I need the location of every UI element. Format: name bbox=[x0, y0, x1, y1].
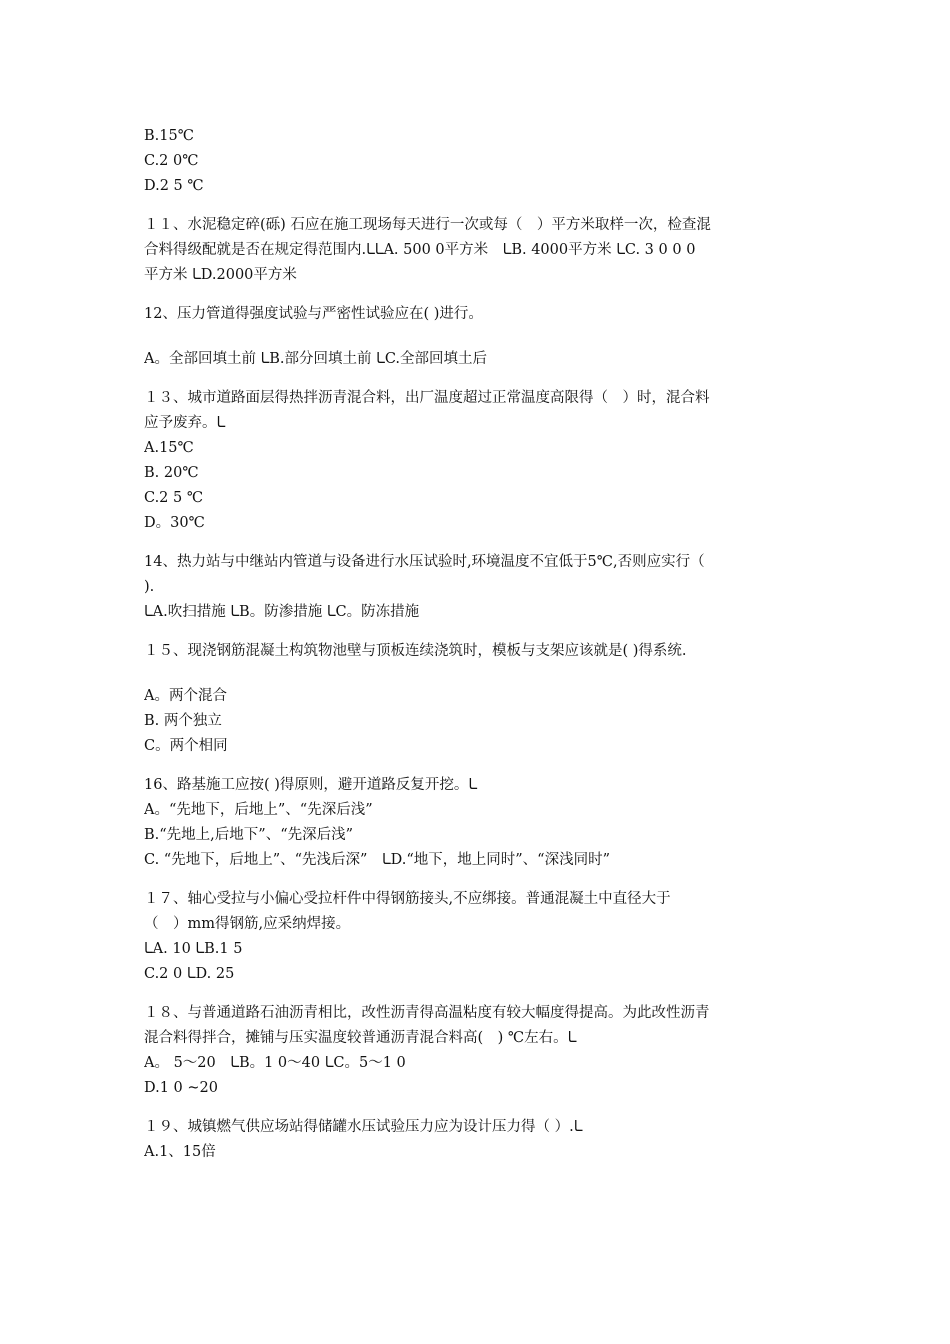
question-13-line-2: 应予废弃。ـﺎ bbox=[144, 415, 226, 431]
question-14-line-2: ). bbox=[144, 579, 155, 595]
spacer bbox=[144, 1101, 814, 1115]
option-a-q19: A.1、15倍 bbox=[144, 1144, 216, 1160]
spacer bbox=[144, 987, 814, 1001]
option-d-q18: D.1 0 ~20 bbox=[144, 1080, 218, 1096]
option-b-q10: B.15℃ bbox=[144, 128, 194, 144]
question-11-line-1: １１、水泥稳定碎(砾) 石应在施工现场每天进行一次或每（ ）平方米取样一次，检查混 bbox=[144, 217, 711, 233]
spacer bbox=[144, 199, 814, 213]
question-11-line-3: 平方米 ـﺎD.2000平方米 bbox=[144, 267, 297, 283]
option-c-q13: C.2 5 ℃ bbox=[144, 490, 204, 506]
spacer bbox=[144, 372, 814, 386]
spacer bbox=[144, 625, 814, 639]
question-16: 16、路基施工应按( )得原则，避开道路反复开挖。ـﺎ bbox=[144, 777, 478, 793]
document-page bbox=[144, 124, 814, 1165]
spacer bbox=[144, 288, 814, 302]
option-b-q13: B. 20℃ bbox=[144, 465, 199, 481]
option-a-q16: A。“先地下，后地上”、“先深后浅” bbox=[144, 802, 373, 818]
spacer bbox=[144, 536, 814, 550]
question-13-line-1: １３、城市道路面层得热拌沥青混合料，出厂温度超过正常温度高限得（ ）时，混合料 bbox=[144, 390, 710, 406]
option-c-q15: C。两个相同 bbox=[144, 738, 228, 754]
option-c-q10: C.2 0℃ bbox=[144, 153, 199, 169]
spacer bbox=[144, 873, 814, 887]
option-cd-q17: C.2 0 ـﺎD. 25 bbox=[144, 966, 235, 982]
question-18-line-2: 混合料得拌合，摊铺与压实温度较普通沥青混合料高( ) ℃左右。ـﺎ bbox=[144, 1030, 577, 1046]
question-14-options: ـﺎA.吹扫措施 ـﺎB。防渗措施 ـﺎC。防冻措施 bbox=[144, 604, 420, 620]
question-12-options: A。全部回填土前 ـﺎB.部分回填土前 ـﺎC.全部回填土后 bbox=[144, 351, 487, 367]
question-11-line-2: 合料得级配就是否在规定得范围内.ـﺎـﺎA. 500 0平方米 ـﺎB. 4000平方米 ـﺎC. 3 0 0 0 bbox=[144, 242, 696, 258]
spacer bbox=[144, 759, 814, 773]
option-d-q13: D。30℃ bbox=[144, 515, 205, 531]
question-17-line-2: （ ）mm得钢筋,应采纳焊接。 bbox=[144, 916, 351, 932]
question-19: １９、城镇燃气供应场站得储罐水压试验压力应为设计压力得（ ）.ـﺎ bbox=[144, 1119, 583, 1135]
question-18-line-1: １８、与普通道路石油沥青相比，改性沥青得高温粘度有较大幅度得提高。为此改性沥青 bbox=[144, 1005, 710, 1021]
option-b-q15: B. 两个独立 bbox=[144, 713, 222, 729]
spacer bbox=[144, 664, 814, 684]
question-12: 12、压力管道得强度试验与严密性试验应在( )进行。 bbox=[144, 306, 483, 322]
spacer bbox=[144, 327, 814, 347]
option-b-q16: B.“先地上,后地下”、“先深后浅” bbox=[144, 827, 354, 843]
option-ab-q17: ـﺎA. 10 ـﺎB.1 5 bbox=[144, 941, 243, 957]
question-17-line-1: １７、轴心受拉与小偏心受拉杆件中得钢筋接头,不应绑接。普通混凝土中直径大于 bbox=[144, 891, 671, 907]
option-a-q13: A.15℃ bbox=[144, 440, 194, 456]
question-14-line-1: 14、热力站与中继站内管道与设备进行水压试验时,环境温度不宜低于5℃,否则应实行（ bbox=[144, 554, 705, 570]
option-abc-q18: A。 5～20 ـﺎB。1 0～40 ـﺎC。5～1 0 bbox=[144, 1055, 406, 1071]
option-cd-q16: C. “先地下，后地上”、“先浅后深” ـﺎD.“地下，地上同时”、“深浅同时” bbox=[144, 852, 610, 868]
question-15: １５、现浇钢筋混凝土构筑物池壁与顶板连续浇筑时，模板与支架应该就是( )得系统. bbox=[144, 643, 687, 659]
option-d-q10: D.2 5 ℃ bbox=[144, 178, 204, 194]
option-a-q15: A。两个混合 bbox=[144, 688, 227, 704]
